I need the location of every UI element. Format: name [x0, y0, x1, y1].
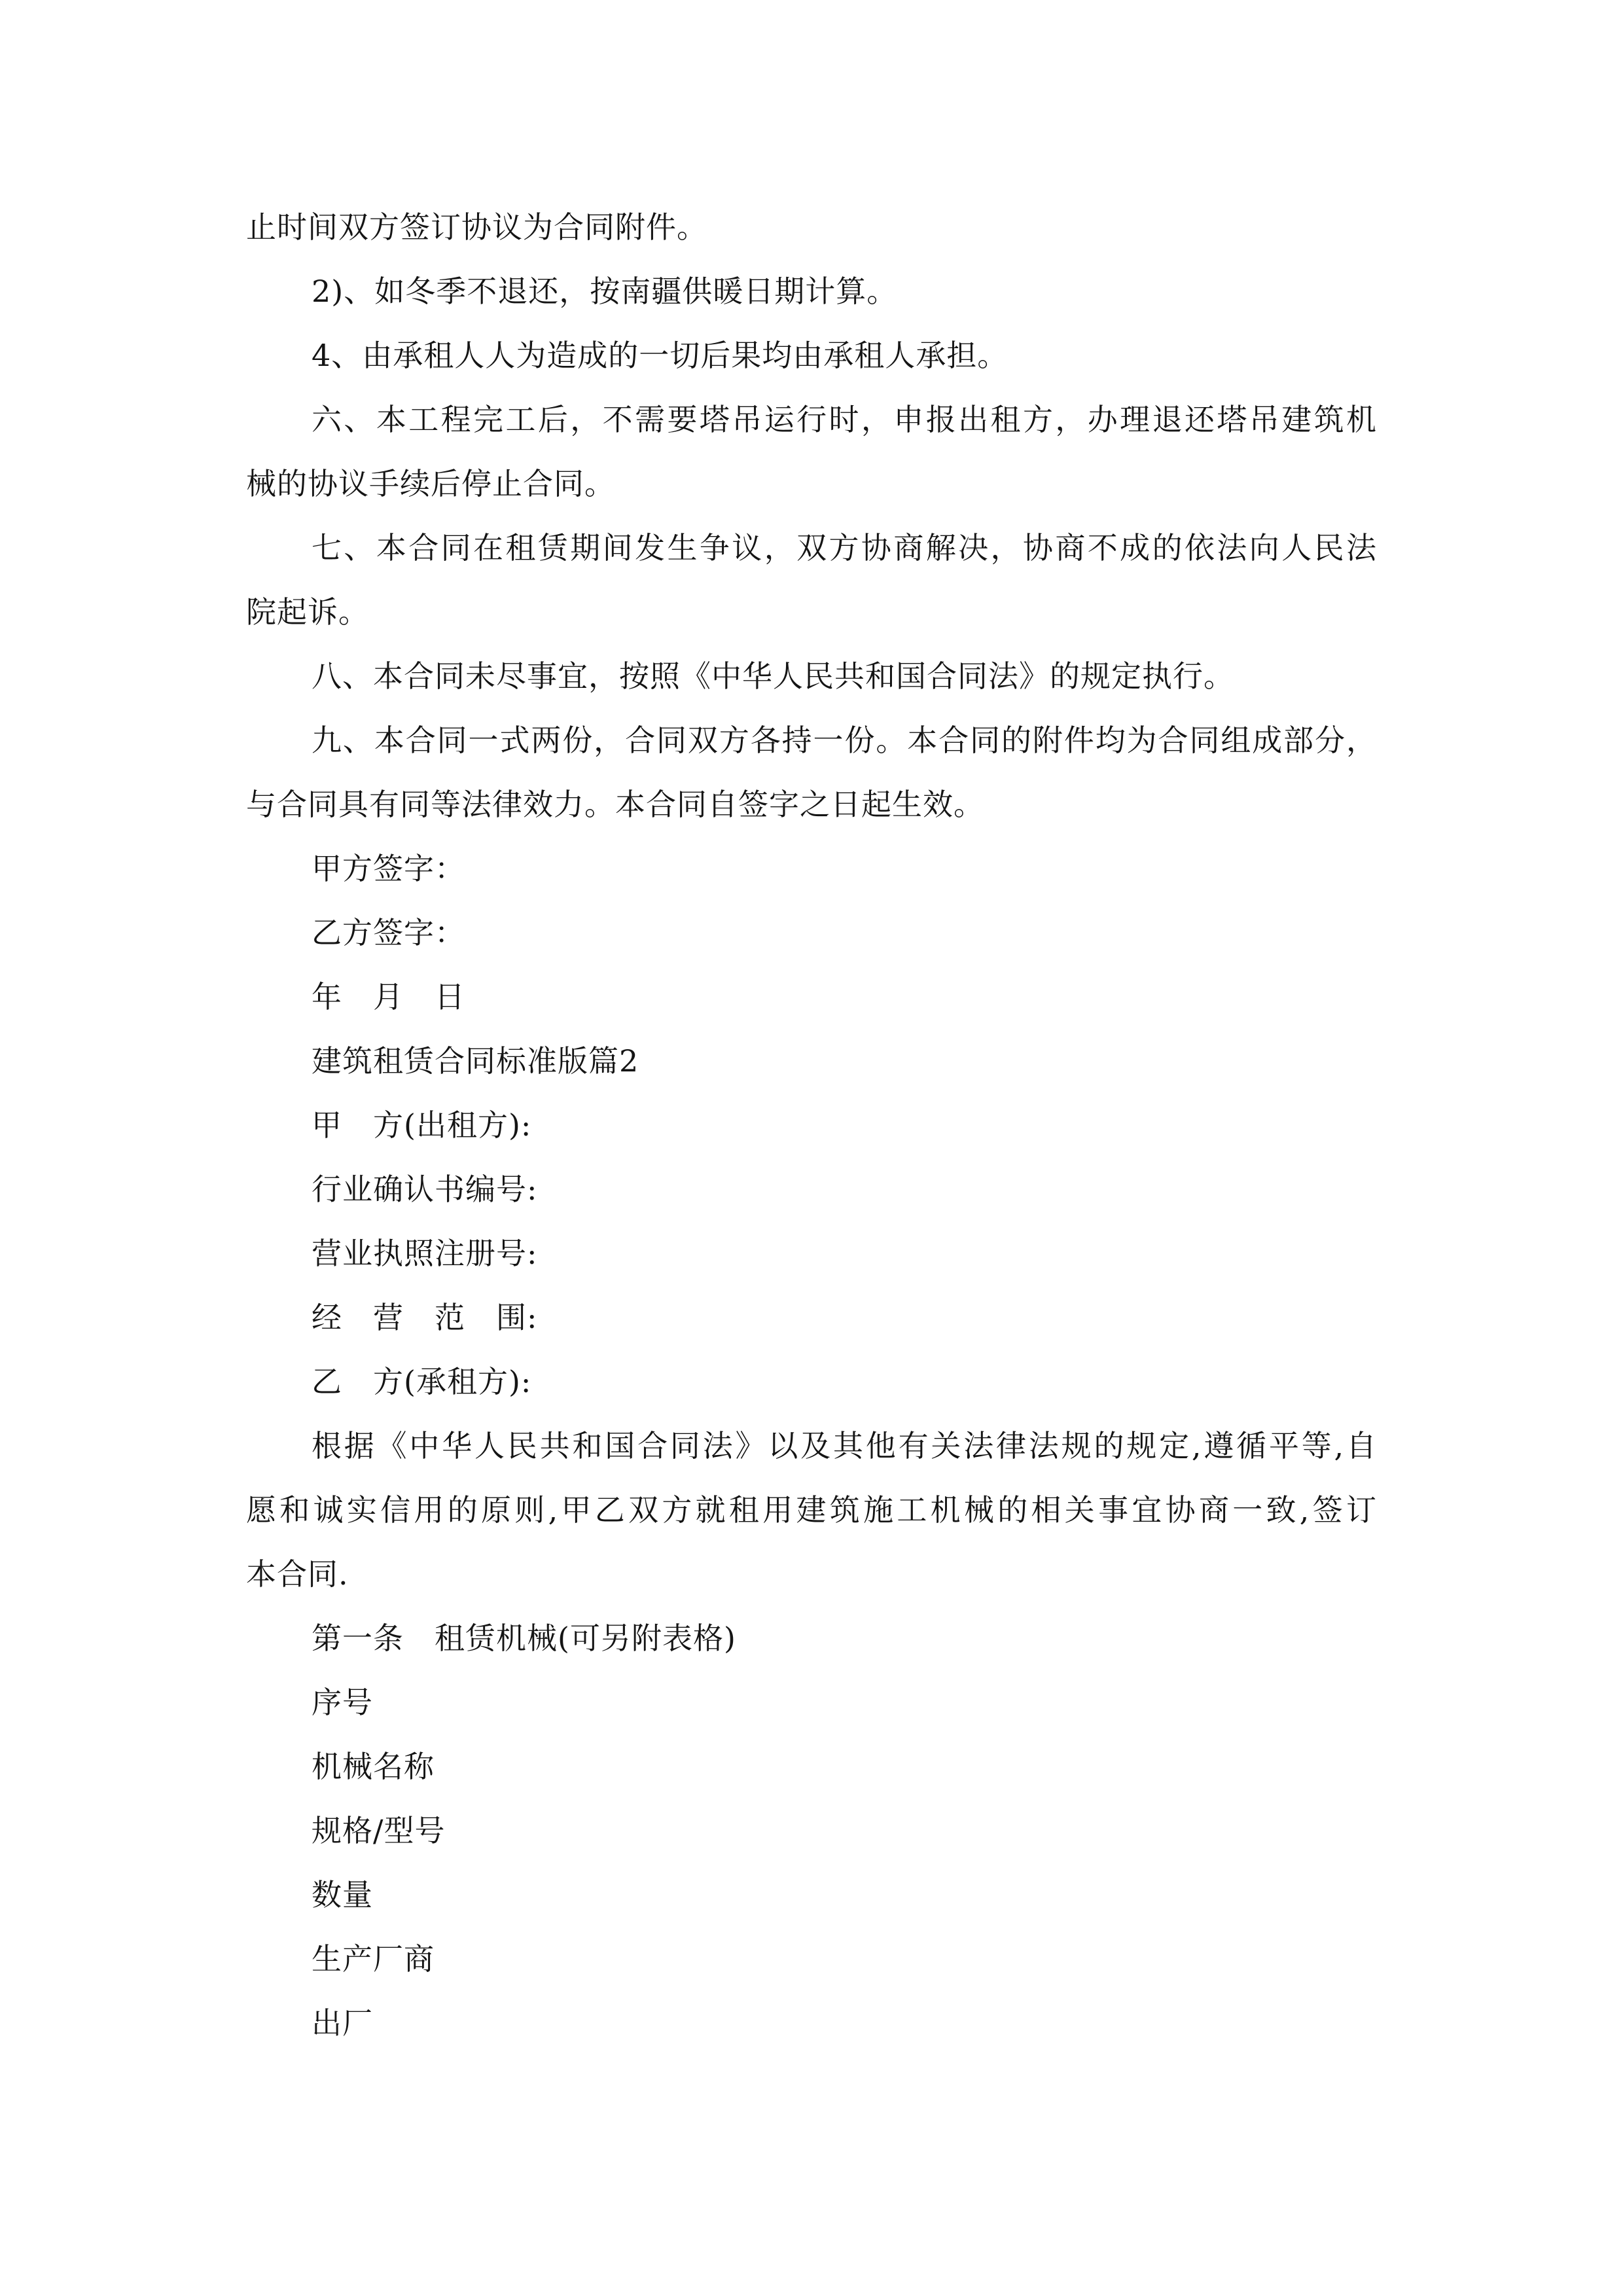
text-line: 止时间双方签订协议为合同附件。 — [246, 209, 707, 245]
text-line: 八、本合同未尽事宜，按照《中华人民共和国合同法》的规定执行。 — [312, 658, 1234, 694]
text-line: 本合同. — [246, 1556, 349, 1592]
section-heading: 建筑租赁合同标准版篇2 — [312, 1043, 639, 1079]
signature-label-party-b: 乙方签字： — [312, 915, 465, 950]
date-line: 年 月 日 — [312, 979, 465, 1014]
list-item: 序号 — [312, 1685, 373, 1720]
text-line: 甲 方(出租方): — [312, 1107, 532, 1143]
text-line: 营业执照注册号: — [312, 1236, 538, 1271]
list-item: 规格/型号 — [312, 1813, 446, 1848]
text-line: 与合同具有同等法律效力。本合同自签字之日起生效。 — [246, 787, 984, 822]
text-line: 乙 方(承租方): — [312, 1364, 532, 1399]
list-item: 机械名称 — [312, 1749, 435, 1784]
list-item: 数量 — [312, 1877, 373, 1912]
signature-label-party-a: 甲方签字： — [312, 851, 465, 886]
text-line: 根据《中华人民共和国合同法》以及其他有关法律法规的规定,遵循平等,自 — [312, 1428, 1377, 1463]
text-line: 行业确认书编号: — [312, 1172, 538, 1207]
text-line: 六、本工程完工后，不需要塔吊运行时，申报出租方，办理退还塔吊建筑机 — [312, 402, 1377, 437]
text-line: 愿和诚实信用的原则,甲乙双方就租用建筑施工机械的相关事宜协商一致,签订 — [246, 1492, 1377, 1528]
text-line: 经 营 范 围: — [312, 1300, 538, 1335]
text-line: 七、本合同在租赁期间发生争议，双方协商解决，协商不成的依法向人民法 — [312, 530, 1377, 565]
article-heading: 第一条 租赁机械(可另附表格) — [312, 1621, 736, 1656]
text-line: 九、本合同一式两份，合同双方各持一份。本合同的附件均为合同组成部分， — [312, 723, 1377, 758]
text-line: 2)、如冬季不退还，按南疆供暖日期计算。 — [312, 274, 898, 309]
text-line: 院起诉。 — [246, 594, 369, 630]
list-item: 出厂 — [312, 2005, 373, 2041]
list-item: 生产厂商 — [312, 1941, 435, 1977]
text-line: 械的协议手续后停止合同。 — [246, 466, 615, 501]
text-line: 4、由承租人人为造成的一切后果均由承租人承担。 — [312, 338, 1008, 373]
